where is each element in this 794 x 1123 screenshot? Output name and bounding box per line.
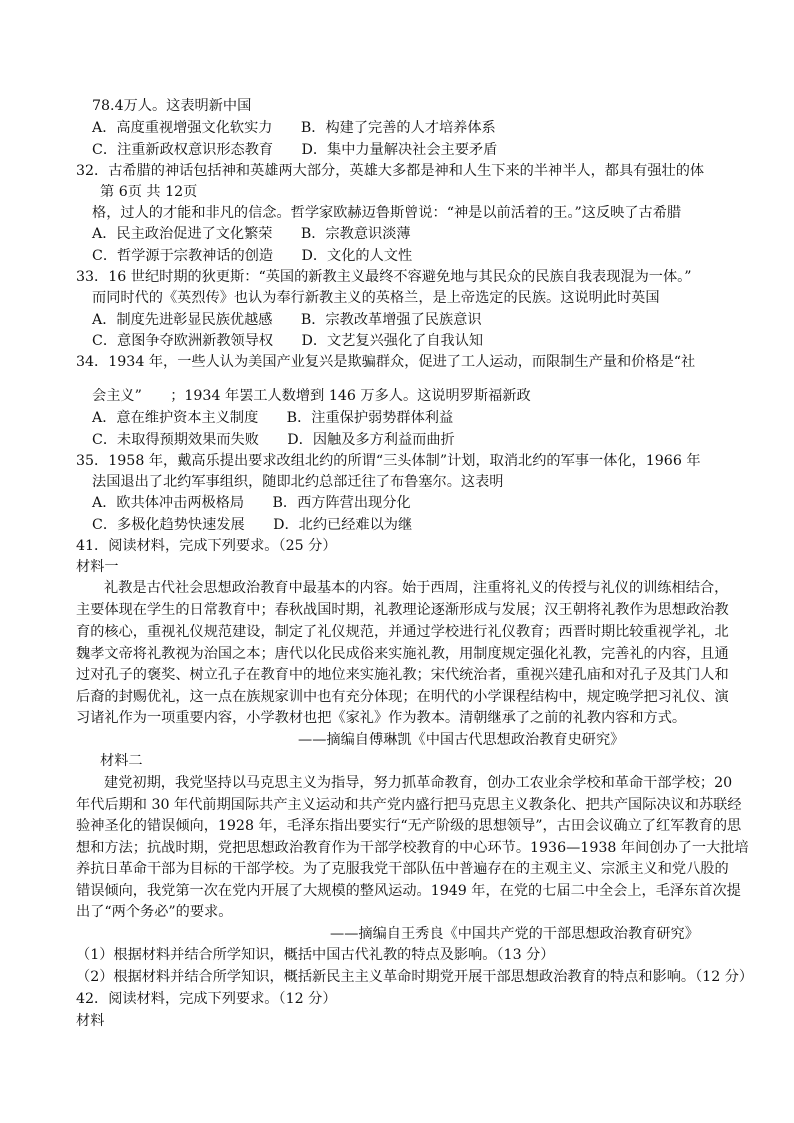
paragraph-line: 错误倾向，我党第一次在党内开展了大规模的整风运动。1949 年，在党的七届二中全会上，毛泽东首次提 bbox=[76, 883, 741, 899]
text-line: 78.4万人。这表明新中国 bbox=[92, 98, 252, 114]
question-34: 34．1934 年，一些人认为美国产业复兴是欺骗群众，促进了工人运动，而限制生产量和价格是“社 bbox=[76, 354, 696, 370]
option-line: C．多极化趋势快速发展 D．北约已经难以为继 bbox=[92, 517, 413, 533]
sub-question-1: （1）根据材料并结合所学知识，概括中国古代礼教的特点及影响。（13 分） bbox=[76, 947, 555, 963]
text-line: 法国退出了北约军事组织，随即北约总部迁往了布鲁塞尔。这表明 bbox=[92, 474, 504, 490]
question-32: 32．古希腊的神话包括神和英雄两大部分，英雄大多都是神和人生下来的半神半人，都具有强壮的体 bbox=[76, 163, 705, 179]
question-41: 41．阅读材料，完成下列要求。（25 分） bbox=[76, 538, 337, 554]
text-line: 而同时代的《英烈传》也认为奉行新教主义的英格兰，是上帝选定的民族。这说明此时英国 bbox=[92, 290, 660, 306]
material-heading: 材料一 bbox=[76, 559, 119, 575]
question-35: 35．1958 年，戴高乐提出要求改组北约的所谓“三头体制”计划，取消北约的军事一体化，1966 年 bbox=[76, 453, 701, 469]
page-number: 第 6页 共 12页 bbox=[100, 184, 198, 200]
material-heading: 材料 bbox=[76, 1013, 105, 1029]
option-line: C．未取得预期效果而失败 D．因触及多方利益而曲折 bbox=[92, 432, 455, 448]
source-citation: ——摘编自王秀良《中国共产党的干部思想政治教育研究》 bbox=[330, 926, 699, 942]
option-line: C．注重新政权意识形态教育 D．集中力量解决社会主要矛盾 bbox=[92, 142, 498, 158]
paragraph-line: 养抗日革命干部为目标的干部学校。为了克服我党干部队伍中普遍存在的主观主义、宗派主义和党八股的 bbox=[76, 861, 729, 877]
text-line: 会主义” ；1934 年罢工人数增到 146 万多人。这说明罗斯福新政 bbox=[92, 388, 531, 404]
paragraph-line: 出了“两个务必”的要求。 bbox=[76, 904, 233, 920]
paragraph-line: 验神圣化的错误倾向，1928 年，毛泽东指出要实行“无产阶级的思想领导”，古田会议确立了红军教育的思 bbox=[76, 818, 742, 834]
paragraph-line: 习诸礼作为一项重要内容，小学教材也把《家礼》作为教本。清朝继承了之前的礼教内容和方式。 bbox=[76, 710, 687, 726]
sub-question-2: （2）根据材料并结合所学知识，概括新民主主义革命时期党开展干部思想政治教育的特点和影响。（12 分） bbox=[76, 969, 754, 985]
paragraph-line: 想和方法；抗战时期，党把思想政治教育作为干部学校教育的中心环节。1936—1938 年间创办了一大批培 bbox=[76, 840, 749, 856]
question-42: 42．阅读材料，完成下列要求。（12 分） bbox=[76, 991, 337, 1007]
paragraph-line: 建党初期，我党坚持以马克思主义为指导，努力抓革命教育，创办工农业余学校和革命干部学校；20 bbox=[104, 775, 733, 791]
option-line: C．意图争夺欧洲新教领导权 D．文艺复兴强化了自我认知 bbox=[92, 333, 484, 349]
paragraph-line: 魏孝文帝将礼教视为治国之本；唐代以化民成俗来实施礼教，用制度规定强化礼教，完善礼的内容，且通 bbox=[76, 646, 729, 662]
paragraph-line: 育的核心，重视礼仪规范建设，制定了礼仪规范，并通过学校进行礼仪教育；西晋时期比较重视学礼，北 bbox=[76, 624, 729, 640]
option-line: A．欧共体冲击两极格局 B．西方阵营出现分化 bbox=[92, 495, 411, 511]
paragraph-line: 年代后期和 30 年代前期国际共产主义运动和共产党内盛行把马克思主义教条化、把共产国际决议和苏联经 bbox=[76, 797, 742, 813]
option-line: A．意在维护资本主义制度 B．注重保护弱势群体利益 bbox=[92, 410, 454, 426]
paragraph-line: 后裔的封赐优礼，这一点在族规家训中也有充分体现；在明代的小学课程结构中，规定晚学把习礼仪、演 bbox=[76, 689, 729, 705]
paragraph-line: 过对孔子的褒奖、树立孔子在教育中的地位来实施礼教；宋代统治者，重视兴建孔庙和对孔子及其门人和 bbox=[76, 667, 729, 683]
option-line: A．高度重视增强文化软实力 B．构建了完善的人才培养体系 bbox=[92, 120, 496, 136]
source-citation: ——摘编自傅琳凯《中国古代思想政治教育史研究》 bbox=[298, 732, 625, 748]
paragraph-line: 礼教是古代社会思想政治教育中最基本的内容。始于西周，注重将礼义的传授与礼仪的训练相结合， bbox=[104, 580, 729, 596]
material-heading: 材料二 bbox=[100, 753, 143, 769]
option-line: A．制度先进彰显民族优越感 B．宗教改革增强了民族意识 bbox=[92, 312, 482, 328]
option-line: A．民主政治促进了文化繁荣 B．宗教意识淡薄 bbox=[92, 226, 411, 242]
text-line: 格，过人的才能和非凡的信念。哲学家欧赫迈鲁斯曾说：“神是以前活着的王。”这反映了古希腊 bbox=[92, 205, 682, 221]
paragraph-line: 主要体现在学生的日常教育中；春秋战国时期，礼教理论逐渐形成与发展；汉王朝将礼教作为思想政治教 bbox=[76, 602, 729, 618]
question-33: 33．16 世纪时期的狄更斯：“英国的新教主义最终不容避免地与其民众的民族自我表现混为一体。” bbox=[76, 269, 692, 285]
option-line: C．哲学源于宗教神话的创造 D．文化的人文性 bbox=[92, 248, 413, 264]
